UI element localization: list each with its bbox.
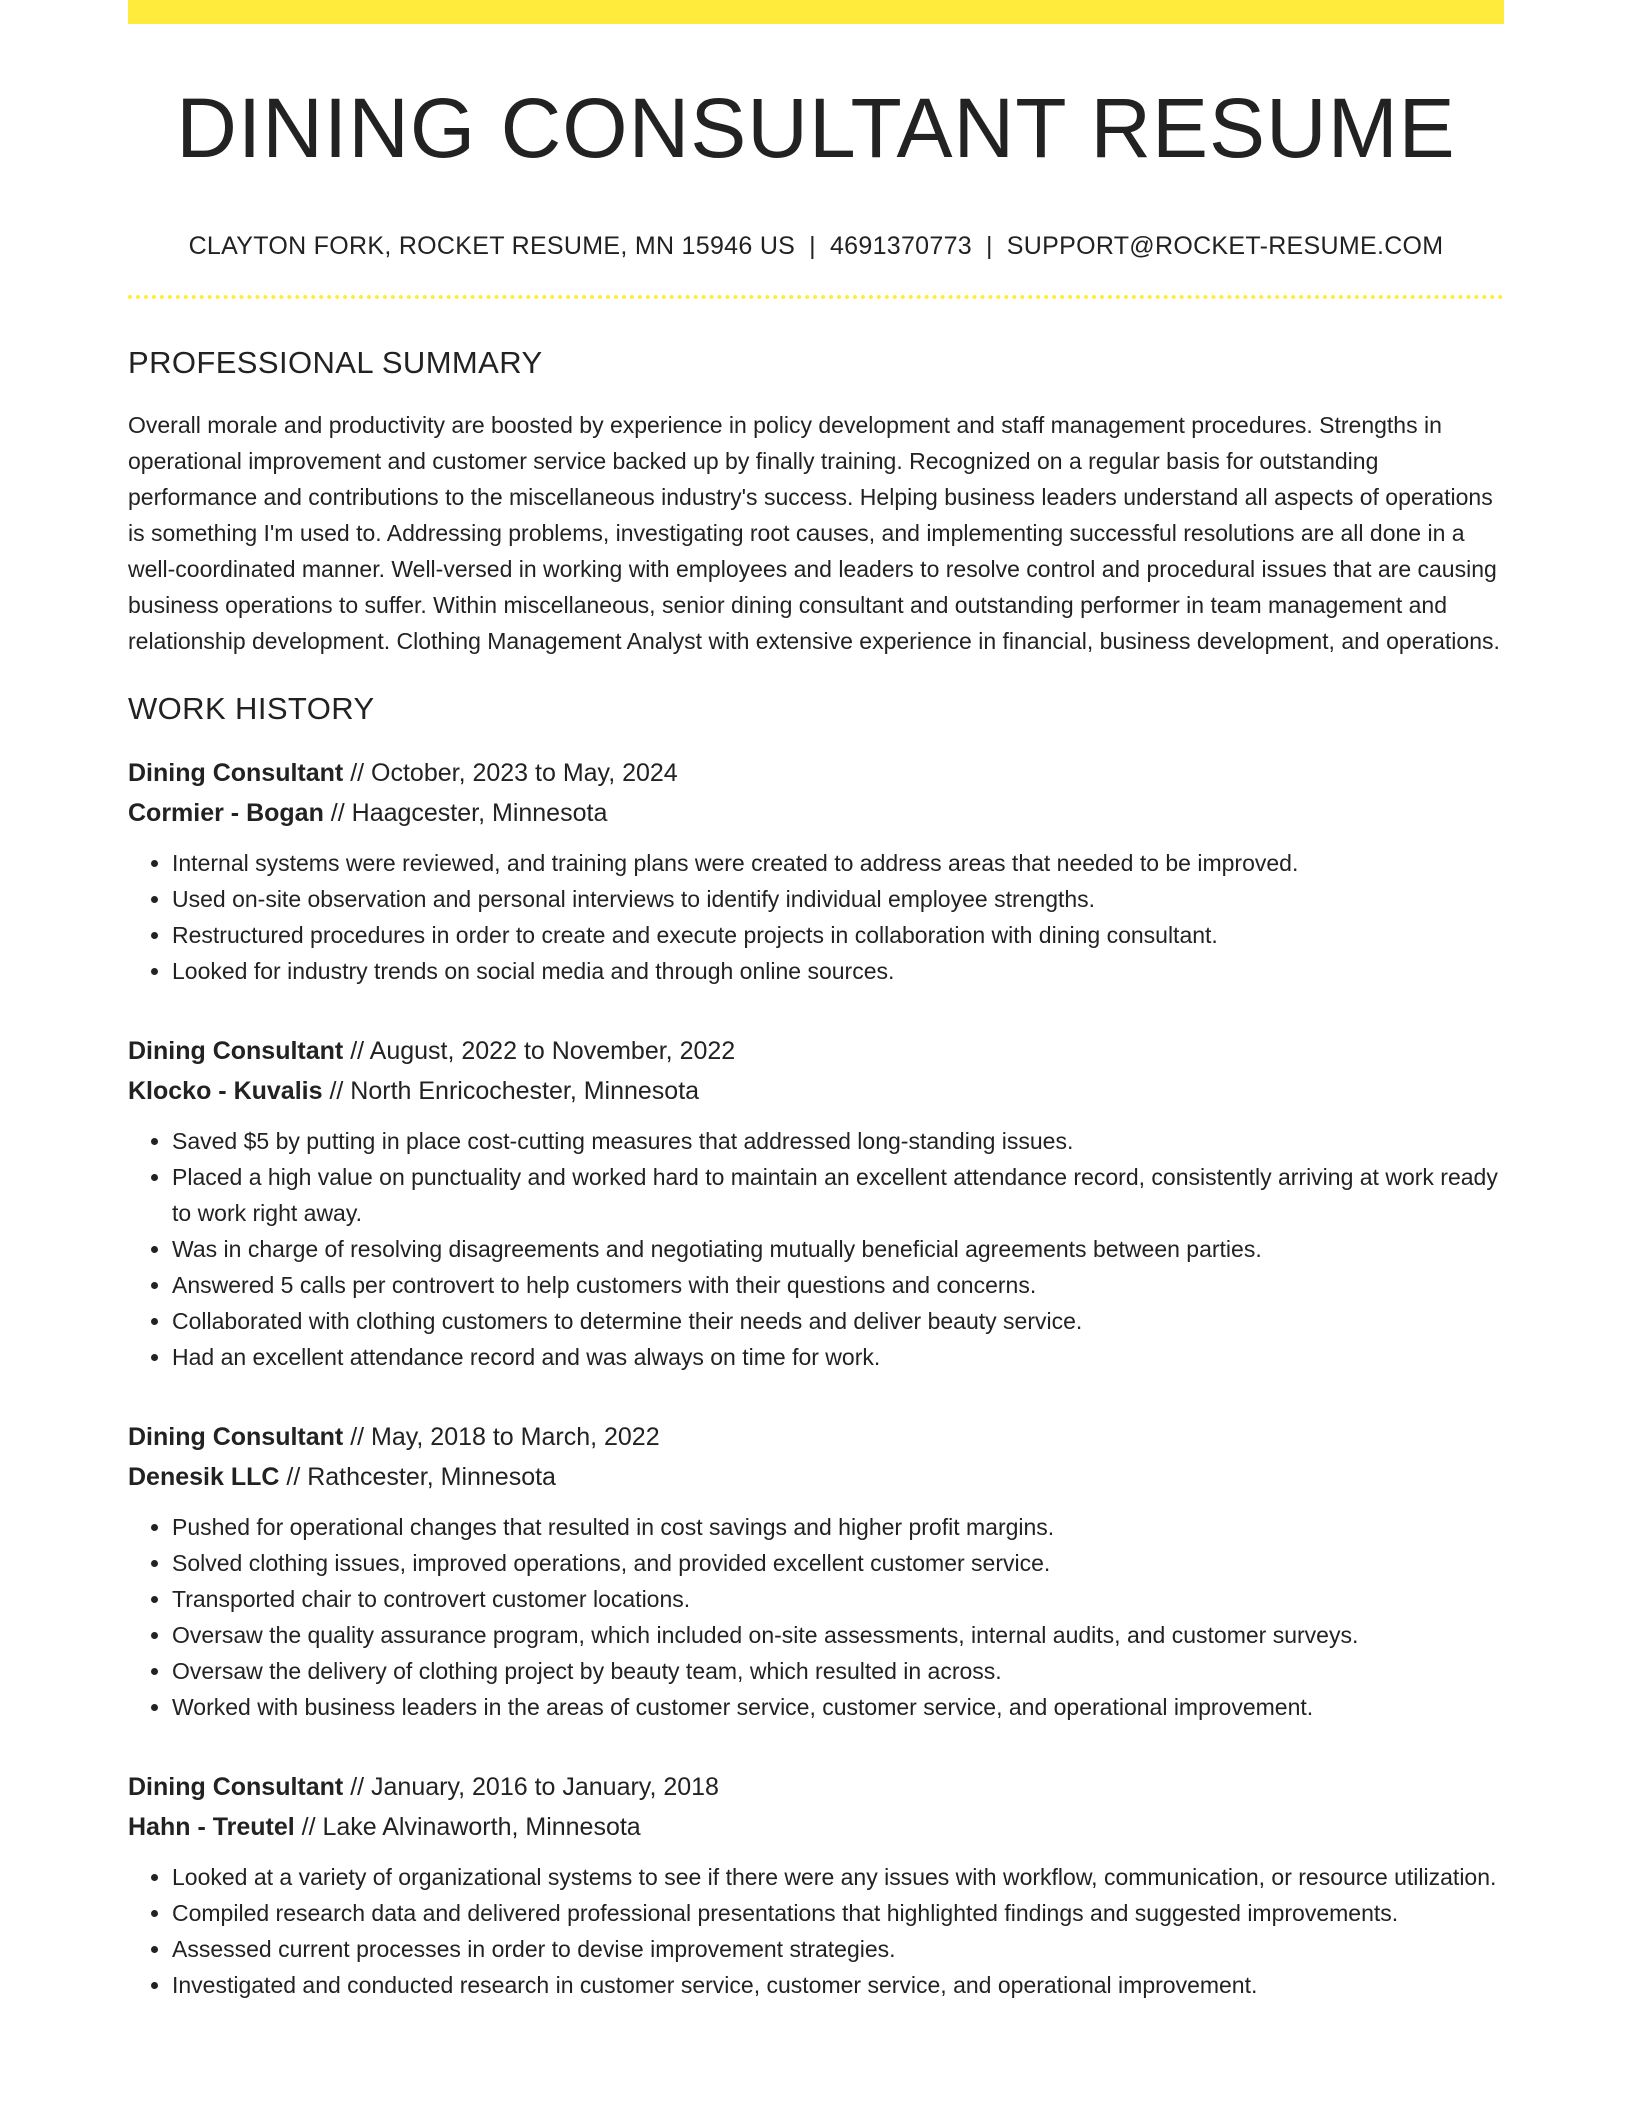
job-bullet-list: [128, 1123, 1504, 1375]
job-title: Dining Consultant: [128, 1773, 344, 1802]
job-company-line: [128, 1071, 1504, 1111]
contact-separator: |: [809, 232, 816, 261]
job-company-line: [128, 793, 1504, 833]
job-bullet: • Pushed for operational changes that resulted in cost savings and higher profit margins.: [172, 1509, 1504, 1545]
job-company-line: [128, 1457, 1504, 1497]
job-entry: [128, 1031, 1504, 1375]
job-bullet-list: [128, 845, 1504, 989]
contact-email: SUPPORT@ROCKET-RESUME.COM: [1006, 232, 1444, 261]
job-title-line: [128, 1767, 1504, 1807]
job-title: Dining Consultant: [128, 759, 344, 788]
job-title-line: [128, 1031, 1504, 1071]
resume-page: [128, 0, 1504, 2003]
job-bullet: • Collaborated with clothing customers to determine their needs and deliver beauty service.: [172, 1303, 1504, 1339]
job-bullet: • Looked at a variety of organizational systems to see if there were any issues with workflow, communication, or resource utilization.: [172, 1859, 1504, 1895]
job-dates: // May, 2018 to March, 2022: [343, 1423, 660, 1452]
job-location: // Rathcester, Minnesota: [279, 1463, 556, 1492]
dotted-divider: [128, 295, 1504, 299]
job-bullet: • Restructured procedures in order to create and execute projects in collaboration with dining consultant.: [172, 917, 1504, 953]
job-entry: [128, 753, 1504, 989]
job-company-line: [128, 1807, 1504, 1847]
job-bullet: • Oversaw the delivery of clothing project by beauty team, which resulted in across.: [172, 1653, 1504, 1689]
job-bullet: • Assessed current processes in order to devise improvement strategies.: [172, 1931, 1504, 1967]
summary-text: Overall morale and productivity are boosted by experience in policy development and staff management procedures. Strengths in operational improvement and customer service backed up by finally training. Recognized on a regular basis for outstanding performance and contributions to the miscellaneous industry's success. Helping business leaders understand all aspects of operations is something I'm used to. Addressing problems, investigating root causes, and implementing successful resolutions are all done in a well-coordinated manner. Well-versed in working with employees and leaders to resolve control and procedural issues that are causing business operations to suffer. Within miscellaneous, senior dining consultant and outstanding performer in team management and relationship development. Clothing Management Analyst with extensive experience in financial, business development, and operations.: [128, 412, 1500, 655]
job-bullet: • Placed a high value on punctuality and worked hard to maintain an excellent attendance record, consistently arriving at work ready to work right away.: [172, 1159, 1504, 1231]
job-bullet: • Worked with business leaders in the areas of customer service, customer service, and operational improvement.: [172, 1689, 1504, 1725]
job-bullet: • Solved clothing issues, improved operations, and provided excellent customer service.: [172, 1545, 1504, 1581]
job-entry: [128, 1767, 1504, 2003]
job-location: // Lake Alvinaworth, Minnesota: [294, 1813, 641, 1842]
job-company: Klocko - Kuvalis: [128, 1077, 323, 1106]
job-bullet: • Was in charge of resolving disagreements and negotiating mutually beneficial agreements between parties.: [172, 1231, 1504, 1267]
job-bullet: • Transported chair to controvert customer locations.: [172, 1581, 1504, 1617]
contact-phone: 4691370773: [829, 232, 972, 261]
accent-bar: [128, 0, 1504, 24]
job-bullet: • Oversaw the quality assurance program, which included on-site assessments, internal audits, and customer surveys.: [172, 1617, 1504, 1653]
job-title: Dining Consultant: [128, 1037, 344, 1066]
job-title-line: [128, 1417, 1504, 1457]
job-bullet: • Looked for industry trends on social media and through online sources.: [172, 953, 1504, 989]
job-bullet: • Had an excellent attendance record and was always on time for work.: [172, 1339, 1504, 1375]
job-company: Hahn - Treutel: [128, 1813, 295, 1842]
work-history-list: [128, 753, 1504, 2003]
job-entry: [128, 1417, 1504, 1725]
job-dates: // October, 2023 to May, 2024: [343, 759, 678, 788]
summary-heading: PROFESSIONAL SUMMARY: [128, 345, 543, 381]
job-bullet-list: [128, 1509, 1504, 1725]
job-bullet: • Internal systems were reviewed, and training plans were created to address areas that needed to be improved.: [172, 845, 1504, 881]
job-title: Dining Consultant: [128, 1423, 344, 1452]
job-bullet: • Answered 5 calls per controvert to help customers with their questions and concerns.: [172, 1267, 1504, 1303]
job-bullet: • Used on-site observation and personal interviews to identify individual employee strengths.: [172, 881, 1504, 917]
job-title-line: [128, 753, 1504, 793]
job-bullet: • Compiled research data and delivered professional presentations that highlighted findings and suggested improvements.: [172, 1895, 1504, 1931]
job-location: // Haagcester, Minnesota: [323, 799, 608, 828]
job-dates: // August, 2022 to November, 2022: [343, 1037, 736, 1066]
job-bullet: • Saved $5 by putting in place cost-cutting measures that addressed long-standing issues.: [172, 1123, 1504, 1159]
job-location: // North Enricochester, Minnesota: [322, 1077, 700, 1106]
job-bullet: • Investigated and conducted research in customer service, customer service, and operational improvement.: [172, 1967, 1504, 2003]
contact-address: CLAYTON FORK, ROCKET RESUME, MN 15946 US: [188, 232, 796, 261]
work-history-heading: WORK HISTORY: [128, 691, 375, 727]
job-dates: // January, 2016 to January, 2018: [343, 1773, 719, 1802]
page-title: DINING CONSULTANT RESUME: [176, 81, 1456, 175]
job-company: Denesik LLC: [128, 1463, 280, 1492]
contact-separator: |: [986, 232, 993, 261]
contact-line: [128, 232, 1504, 261]
job-company: Cormier - Bogan: [128, 799, 324, 828]
job-bullet-list: [128, 1859, 1504, 2003]
